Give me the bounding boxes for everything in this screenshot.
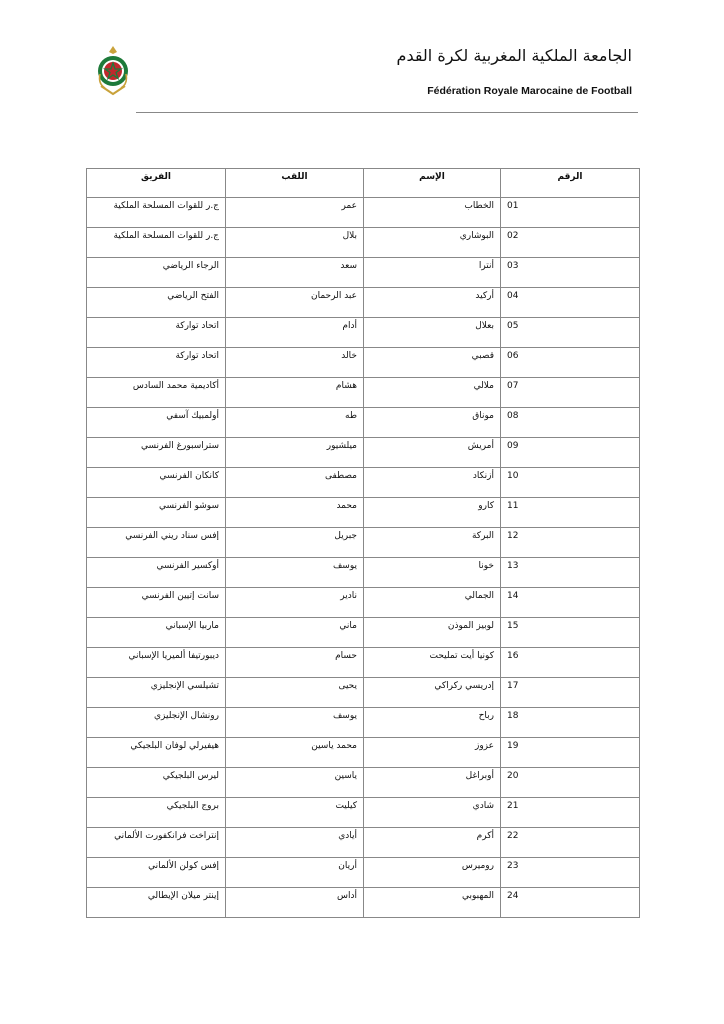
cell-number: 20 <box>501 768 640 798</box>
cell-surname: ماني <box>226 618 364 648</box>
cell-number: 06 <box>501 348 640 378</box>
cell-team: إينتر ميلان الإيطالي <box>87 888 226 918</box>
cell-number: 14 <box>501 588 640 618</box>
cell-surname: يحيى <box>226 678 364 708</box>
cell-name: كارو <box>364 498 501 528</box>
header-number: الرقم <box>501 169 640 198</box>
cell-name: الجمالي <box>364 588 501 618</box>
cell-team: الرجاء الرياضي <box>87 258 226 288</box>
cell-team: ج.ر للقوات المسلحة الملكية <box>87 228 226 258</box>
cell-team: إفس كولن الألماني <box>87 858 226 888</box>
cell-number: 11 <box>501 498 640 528</box>
table-header-row <box>87 169 640 198</box>
table-row <box>87 348 640 378</box>
cell-surname: ميلشيور <box>226 438 364 468</box>
cell-number: 24 <box>501 888 640 918</box>
cell-surname: أيادي <box>226 828 364 858</box>
table-row <box>87 648 640 678</box>
table-row <box>87 258 640 288</box>
cell-name: إدريسي ركراكي <box>364 678 501 708</box>
cell-number: 08 <box>501 408 640 438</box>
table-row <box>87 828 640 858</box>
cell-number: 21 <box>501 798 640 828</box>
table-row <box>87 588 640 618</box>
table-row <box>87 738 640 768</box>
cell-surname: سعد <box>226 258 364 288</box>
cell-surname: عبد الرحمان <box>226 288 364 318</box>
table-row <box>87 498 640 528</box>
cell-team: ماربيا الإسباني <box>87 618 226 648</box>
cell-team: أوكسير الفرنسي <box>87 558 226 588</box>
cell-number: 15 <box>501 618 640 648</box>
cell-surname: أريان <box>226 858 364 888</box>
table-row <box>87 528 640 558</box>
cell-team: أولمبيك آسفي <box>87 408 226 438</box>
cell-name: بعلال <box>364 318 501 348</box>
cell-team: اتحاد تواركة <box>87 348 226 378</box>
cell-number: 19 <box>501 738 640 768</box>
cell-name: أركيد <box>364 288 501 318</box>
cell-surname: يوسف <box>226 558 364 588</box>
cell-team: الفتح الرياضي <box>87 288 226 318</box>
table-row <box>87 468 640 498</box>
federation-title-arabic: الجامعة الملكية المغربية لكرة القدم <box>396 46 632 65</box>
cell-surname: هشام <box>226 378 364 408</box>
cell-name: لوبيز الموذن <box>364 618 501 648</box>
cell-name: ملالي <box>364 378 501 408</box>
cell-team: رونشال الإنجليزي <box>87 708 226 738</box>
cell-name: أوبراغل <box>364 768 501 798</box>
cell-surname: نادير <box>226 588 364 618</box>
cell-number: 22 <box>501 828 640 858</box>
table-row <box>87 408 640 438</box>
cell-surname: محمد <box>226 498 364 528</box>
cell-surname: محمد ياسين <box>226 738 364 768</box>
cell-surname: خالد <box>226 348 364 378</box>
cell-surname: بلال <box>226 228 364 258</box>
cell-name: أمريش <box>364 438 501 468</box>
cell-team: ليرس البلجيكي <box>87 768 226 798</box>
cell-name: قصبي <box>364 348 501 378</box>
cell-name: روميرس <box>364 858 501 888</box>
cell-number: 18 <box>501 708 640 738</box>
cell-surname: طه <box>226 408 364 438</box>
cell-number: 04 <box>501 288 640 318</box>
header-name: الإسم <box>364 169 501 198</box>
cell-team: ديبورتيفا ألميريا الإسباني <box>87 648 226 678</box>
header-surname: اللقب <box>226 169 364 198</box>
cell-name: شادي <box>364 798 501 828</box>
cell-surname: جبريل <box>226 528 364 558</box>
cell-name: البركة <box>364 528 501 558</box>
cell-name: كونيا أيت تمليحت <box>364 648 501 678</box>
table-row <box>87 888 640 918</box>
cell-number: 12 <box>501 528 640 558</box>
cell-name: أكرم <box>364 828 501 858</box>
frmf-crest-icon <box>93 44 133 96</box>
cell-number: 16 <box>501 648 640 678</box>
cell-number: 13 <box>501 558 640 588</box>
cell-number: 23 <box>501 858 640 888</box>
table-row <box>87 228 640 258</box>
cell-team: ج.ر للقوات المسلحة الملكية <box>87 198 226 228</box>
cell-team: سوشو الفرنسي <box>87 498 226 528</box>
table-row <box>87 768 640 798</box>
cell-name: عزوز <box>364 738 501 768</box>
cell-team: هيفيرلي لوفان البلجيكي <box>87 738 226 768</box>
table-row <box>87 378 640 408</box>
table-row <box>87 198 640 228</box>
header-team: الفريق <box>87 169 226 198</box>
cell-number: 09 <box>501 438 640 468</box>
table-row <box>87 708 640 738</box>
table-row <box>87 798 640 828</box>
cell-name: خونا <box>364 558 501 588</box>
cell-surname: ياسين <box>226 768 364 798</box>
cell-number: 02 <box>501 228 640 258</box>
cell-surname: مصطفى <box>226 468 364 498</box>
cell-name: أنترا <box>364 258 501 288</box>
table-row <box>87 438 640 468</box>
table-row <box>87 678 640 708</box>
cell-surname: يوسف <box>226 708 364 738</box>
cell-team: بروج البلجيكي <box>87 798 226 828</box>
cell-number: 03 <box>501 258 640 288</box>
cell-team: إفس سناد ريني الفرنسي <box>87 528 226 558</box>
cell-surname: حسام <box>226 648 364 678</box>
cell-name: أزنكاد <box>364 468 501 498</box>
table-row <box>87 318 640 348</box>
cell-number: 05 <box>501 318 640 348</box>
cell-number: 01 <box>501 198 640 228</box>
cell-team: تشيلسي الإنجليزي <box>87 678 226 708</box>
table-row <box>87 858 640 888</box>
cell-name: موناق <box>364 408 501 438</box>
cell-team: أكاديمية محمد السادس <box>87 378 226 408</box>
cell-surname: كيليت <box>226 798 364 828</box>
cell-team: اتحاد تواركة <box>87 318 226 348</box>
table-row <box>87 618 640 648</box>
squad-table <box>86 168 640 918</box>
table-row <box>87 288 640 318</box>
cell-team: سانت إتيين الفرنسي <box>87 588 226 618</box>
cell-number: 10 <box>501 468 640 498</box>
cell-team: ستراسبورغ الفرنسي <box>87 438 226 468</box>
cell-surname: أدام <box>226 318 364 348</box>
cell-name: المهبوبي <box>364 888 501 918</box>
cell-surname: عمر <box>226 198 364 228</box>
cell-name: الخطاب <box>364 198 501 228</box>
cell-name: البوشاري <box>364 228 501 258</box>
cell-surname: أداس <box>226 888 364 918</box>
cell-team: كانكان الفرنسي <box>87 468 226 498</box>
table-row <box>87 558 640 588</box>
header-divider <box>136 112 638 113</box>
cell-team: إنتراخت فرانكفورت الألماني <box>87 828 226 858</box>
cell-number: 07 <box>501 378 640 408</box>
cell-number: 17 <box>501 678 640 708</box>
cell-name: رباح <box>364 708 501 738</box>
federation-title-french: Fédération Royale Marocaine de Football <box>427 85 632 97</box>
